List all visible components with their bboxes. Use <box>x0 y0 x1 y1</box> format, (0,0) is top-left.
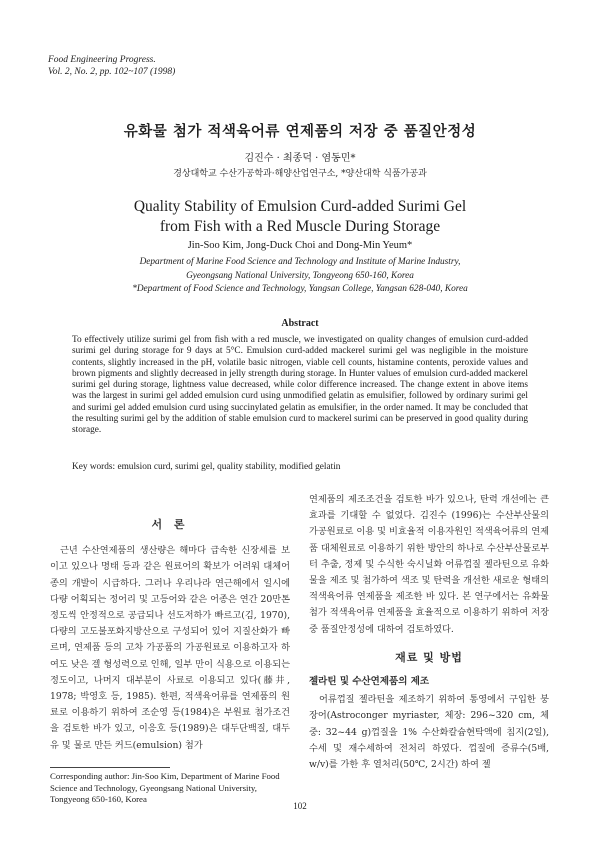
intro-heading: 서 론 <box>151 518 189 531</box>
title-korean: 유화물 첨가 적색육어류 연제품의 저장 중 품질안정성 <box>123 123 477 140</box>
abstract-heading: Abstract <box>281 318 319 329</box>
title-english <box>0 197 600 237</box>
intro-continued-paragraph: 연제품의 제조조건을 검토한 바가 있으나, 탄력 개선에는 큰 효과를 기대할 수 없었다. 김진수 (1996)는 수산부산물의 가공원료로 이용 및 비효율적 이용자원인 적색육어류의 연제품 대체원료로 이용하기 위한 방안의 하나로 수산부산물로부터 추출, 정제 및 수식한 숙시닐화 어류껍질 젤라틴으로 유화물을 제조 및 첨가하여 색조 및 탄력을 개선한 새로운 형태의 적색육어류 연제품을 제조한 바 있다. 본 연구에서는 유화물 첨가 적색육어류 연제품을 효율적으로 이용하기 위하여 저장 중 품질안정성에 대하여 검토하였다. <box>309 494 549 635</box>
page-number: 102 <box>293 801 307 811</box>
affiliation-english-line-3: *Department of Food Science and Technology, Yangsan College, Yangsan 628-040, Korea <box>132 284 468 294</box>
affiliation-english-line-2: Gyeongsang National University, Tongyeong 650-160, Korea <box>186 270 414 281</box>
methods-paragraph: 어류껍질 젤라틴을 제조하기 위하여 통영에서 구입한 붕장어(Astroconger myriaster, 체장: 296~320 cm, 체중: 32~44 g)껍질을 1% 수산화칼슘현탁액에 침지(2일), 수세 및 재수세하여 전처리 하였다. 껍질에 증류수(5배, w/v)를 가한 후 열처리(50℃, 2시간) 하여 젤 <box>309 694 549 771</box>
methods-subheading: 젤라틴 및 수산연제품의 제조 <box>309 676 430 688</box>
affiliation-english <box>0 256 600 297</box>
journal-citation: Vol. 2, No. 2, pp. 102~107 (1998) <box>48 67 176 77</box>
methods-heading: 재료 및 방법 <box>395 650 463 664</box>
authors-english: Jin-Soo Kim, Jong-Duck Choi and Dong-Min Yeum* <box>187 240 413 251</box>
left-column <box>50 517 290 754</box>
correspondence-footnote: Corresponding author: Jin-Soo Kim, Department of Marine Food Science and Technology, Gyeongsang National University, Tongyeong 650-160, Korea <box>50 771 280 804</box>
authors-korean: 김진수 · 최종덕 · 염동민* <box>244 153 356 164</box>
footnote-rule <box>50 767 170 768</box>
journal-name: Food Engineering Progress. <box>48 55 156 65</box>
affiliation-korean: 경상대학교 수산가공학과·해양산업연구소, *양산대학 식품가공과 <box>173 169 427 179</box>
keywords: Key words: emulsion curd, surimi gel, quality stability, modified gelatin <box>72 462 341 472</box>
journal-header <box>48 54 175 78</box>
abstract-text: To effectively utilize surimi gel from fish with a red muscle, we investigated on quality changes of emulsion curd-added surimi gel during storage for 9 days at 5°C. Emulsion curd-added mackerel surimi gel was negligible in the moisture contents, slightly increased in the pH, volatile basic nitrogen, viable cell counts, histamine contents, peroxide values and brown pigments and slightly decreased in jelly strength during storage. In Hunter values of emulsion curd-added mackerel surimi gel during storage, lightness value decreased, while color difference increased. The change extent in above items was the largest in surimi gel added emulsion curd using unmodified gelatin as emulsifier, followed by ordinary surimi gel and surimi gel added emulsion curd using succinylated gelatin as emulsifier, in the order named. It may be concluded that the resulting surimi gel by the addition of stable emulsion curd to mackerel surimi can be preserved in good quality during storage. <box>72 335 528 436</box>
title-english-text: Quality Stability of Emulsion Curd-added Surimi Gel from Fish with a Red Muscle During Storage <box>133 198 467 235</box>
right-column <box>309 492 549 773</box>
intro-paragraph: 근년 수산연제품의 생산량은 해마다 급속한 신장세를 보이고 있으나 명태 등과 같은 원료어의 확보가 어려워 대체어종의 개발이 시급하다. 그러나 우리나라 연근해에서 일시에 다량 어획되는 정어리 및 고등어와 같은 어종은 연간 20만톤 정도씩 안정적으로 공급되나 선도저하가 빠르고(김, 1970), 다량의 고도불포화지방산으로 구성되어 있어 지질산화가 빠르며, 연제품 등의 고차 가공품의 가공원료로 이용하고자 하여도 낮은 겔 형성력으로 인해, 일부 만이 식용으로 이용되는 정도이고, 나머지 대부분이 사료로 이용되고 있다(藤井, 1978; 박영호 등, 1985). 한편, 적색육어류를 연제품의 원료로 이용하기 위하여 조순영 등(1984)은 부원료 첨가조건을 검토한 바가 있고, 이응호 등(1989)은 대두단백질, 대두유 및 물로 만든 커드(emulsion) 첨가 <box>50 545 290 751</box>
affiliation-english-line-1: Department of Marine Food Science and Technology and Institute of Marine Industry, <box>139 257 461 267</box>
